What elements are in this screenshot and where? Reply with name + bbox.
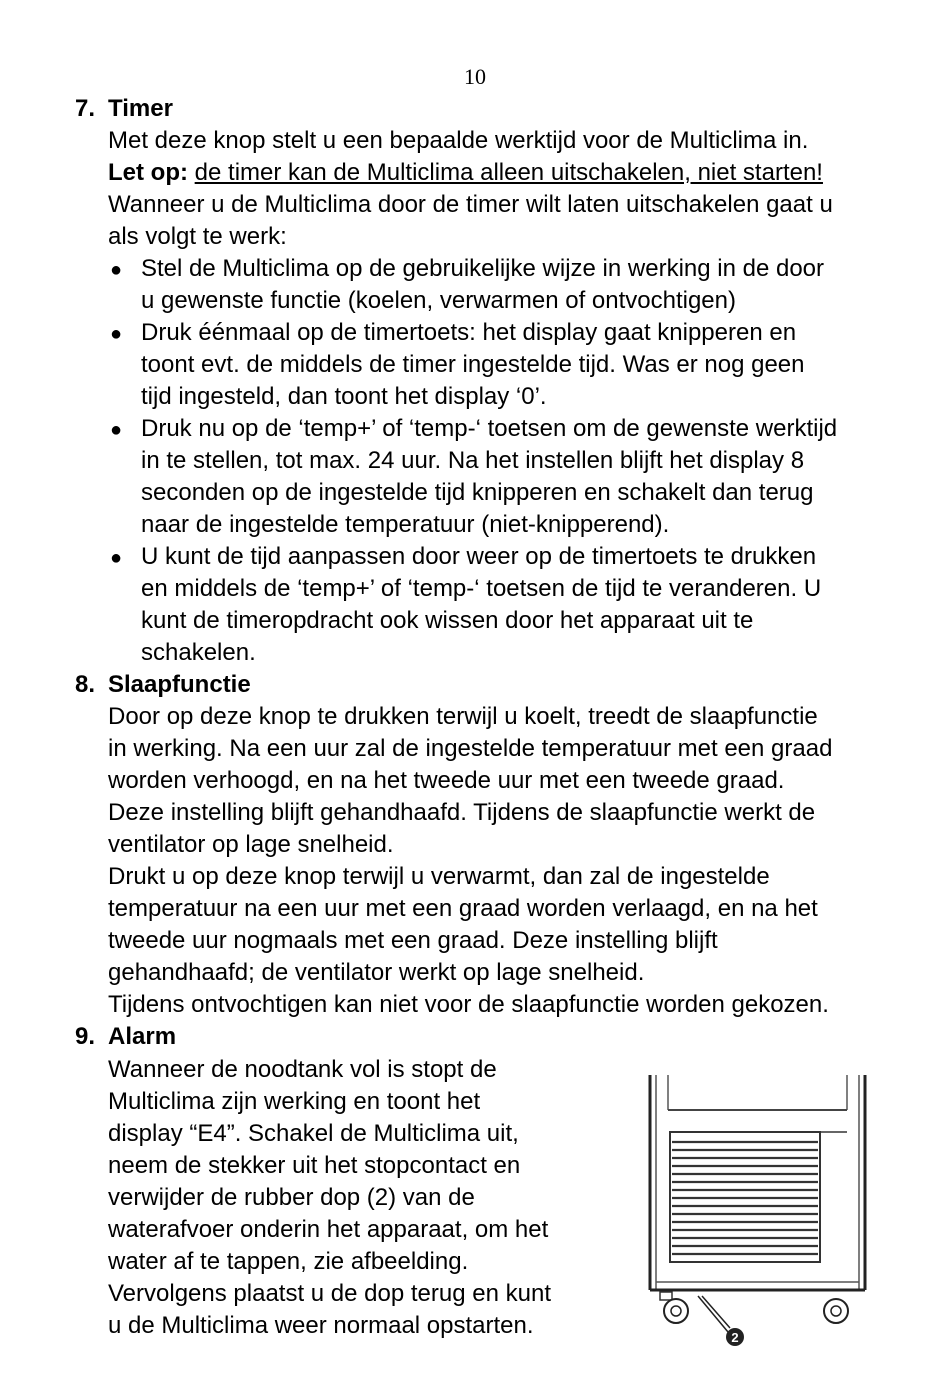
alarm-line-5: verwijder de rubber dop (2) van de <box>108 1184 475 1211</box>
bullet-4-line-1: U kunt de tijd aanpassen door weer op de timertoets te drukken <box>141 543 817 570</box>
drain-plug-illustration <box>640 1070 910 1370</box>
section-7-number: 7. <box>75 95 96 122</box>
alarm-line-3: display “E4”. Schakel de Multiclima uit, <box>108 1120 519 1147</box>
appliance-drawing <box>640 1070 910 1370</box>
bullet-3-line-3: seconden op de ingestelde tijd knipperen en schakelt dan terug <box>141 479 814 506</box>
alarm-line-8: Vervolgens plaatst u de dop terug en kunt <box>108 1280 551 1307</box>
bullet-3-line-1: Druk nu op de ‘temp+’ of ‘temp-‘ toetsen om de gewenste werktijd <box>141 415 838 442</box>
section-9-number: 9. <box>75 1023 96 1050</box>
callout-number: 2 <box>731 1330 739 1345</box>
bullet-3-line-2: in te stellen, tot max. 24 uur. Na het instellen blijft het display 8 <box>141 447 805 474</box>
page-number: 10 <box>464 64 486 89</box>
bullet-2-line-3: tijd ingesteld, dan toont het display ‘0’. <box>141 383 547 410</box>
bullet-4-line-3: kunt de timeropdracht ook wissen door het apparaat uit te <box>141 607 754 634</box>
timer-note <box>108 157 823 189</box>
bullet-4-line-2: en middels de ‘temp+’ of ‘temp-‘ toetsen de tijd te veranderen. U <box>141 575 822 602</box>
timer-instructions-line-1: Wanneer u de Multiclima door de timer wilt laten uitschakelen gaat u <box>108 191 833 218</box>
note-label: Let op: <box>108 159 188 186</box>
sleep-line-2: in werking. Na een uur zal de ingestelde temperatuur met een graad <box>108 735 833 762</box>
section-9-title: Alarm <box>108 1023 177 1050</box>
bullet-icon: ● <box>110 419 123 441</box>
section-7-title: Timer <box>108 95 173 122</box>
section-7-heading <box>75 93 173 125</box>
bullet-icon: ● <box>110 323 123 345</box>
section-9-heading <box>75 1021 176 1053</box>
bullet-icon: ● <box>110 259 123 281</box>
sleep-line-6: Drukt u op deze knop terwijl u verwarmt, dan zal de ingestelde <box>108 863 770 890</box>
note-text: de timer kan de Multiclima alleen uitschakelen, niet starten! <box>194 159 823 186</box>
alarm-line-7: water af te tappen, zie afbeelding. <box>108 1248 469 1275</box>
sleep-line-1: Door op deze knop te drukken terwijl u koelt, treedt de slaapfunctie <box>108 703 818 730</box>
timer-instructions-line-2: als volgt te werk: <box>108 223 287 250</box>
section-8-number: 8. <box>75 671 96 698</box>
sleep-line-7: temperatuur na een uur met een graad worden verlaagd, en na het <box>108 895 818 922</box>
bullet-1-line-2: u gewenste functie (koelen, verwarmen of ontvochtigen) <box>141 287 736 314</box>
sleep-line-4: Deze instelling blijft gehandhaafd. Tijdens de slaapfunctie werkt de <box>108 799 816 826</box>
bullet-icon: ● <box>110 547 123 569</box>
bullet-1-line-1: Stel de Multiclima op de gebruikelijke wijze in werking in de door <box>141 255 825 282</box>
section-8-heading <box>75 669 251 701</box>
alarm-line-1: Wanneer de noodtank vol is stopt de <box>108 1056 497 1083</box>
sleep-line-5: ventilator op lage snelheid. <box>108 831 394 858</box>
alarm-line-9: u de Multiclima weer normaal opstarten. <box>108 1312 534 1339</box>
section-8-title: Slaapfunctie <box>108 671 251 698</box>
sleep-line-8: tweede uur nogmaals met een graad. Deze instelling blijft <box>108 927 718 954</box>
sleep-line-10: Tijdens ontvochtigen kan niet voor de slaapfunctie worden gekozen. <box>108 991 829 1018</box>
sleep-line-9: gehandhaafd; de ventilator werkt op lage snelheid. <box>108 959 645 986</box>
timer-intro: Met deze knop stelt u een bepaalde werktijd voor de Multiclima in. <box>108 127 809 154</box>
alarm-line-2: Multiclima zijn werking en toont het <box>108 1088 481 1115</box>
bullet-2-line-2: toont evt. de middels de timer ingestelde tijd. Was er nog geen <box>141 351 805 378</box>
sleep-line-3: worden verhoogd, en na het tweede uur met een tweede graad. <box>108 767 785 794</box>
alarm-line-6: waterafvoer onderin het apparaat, om het <box>108 1216 549 1243</box>
alarm-line-4: neem de stekker uit het stopcontact en <box>108 1152 521 1179</box>
bullet-4-line-4: schakelen. <box>141 639 256 666</box>
bullet-2-line-1: Druk éénmaal op de timertoets: het display gaat knipperen en <box>141 319 797 346</box>
bullet-3-line-4: naar de ingestelde temperatuur (niet-knipperend). <box>141 511 670 538</box>
